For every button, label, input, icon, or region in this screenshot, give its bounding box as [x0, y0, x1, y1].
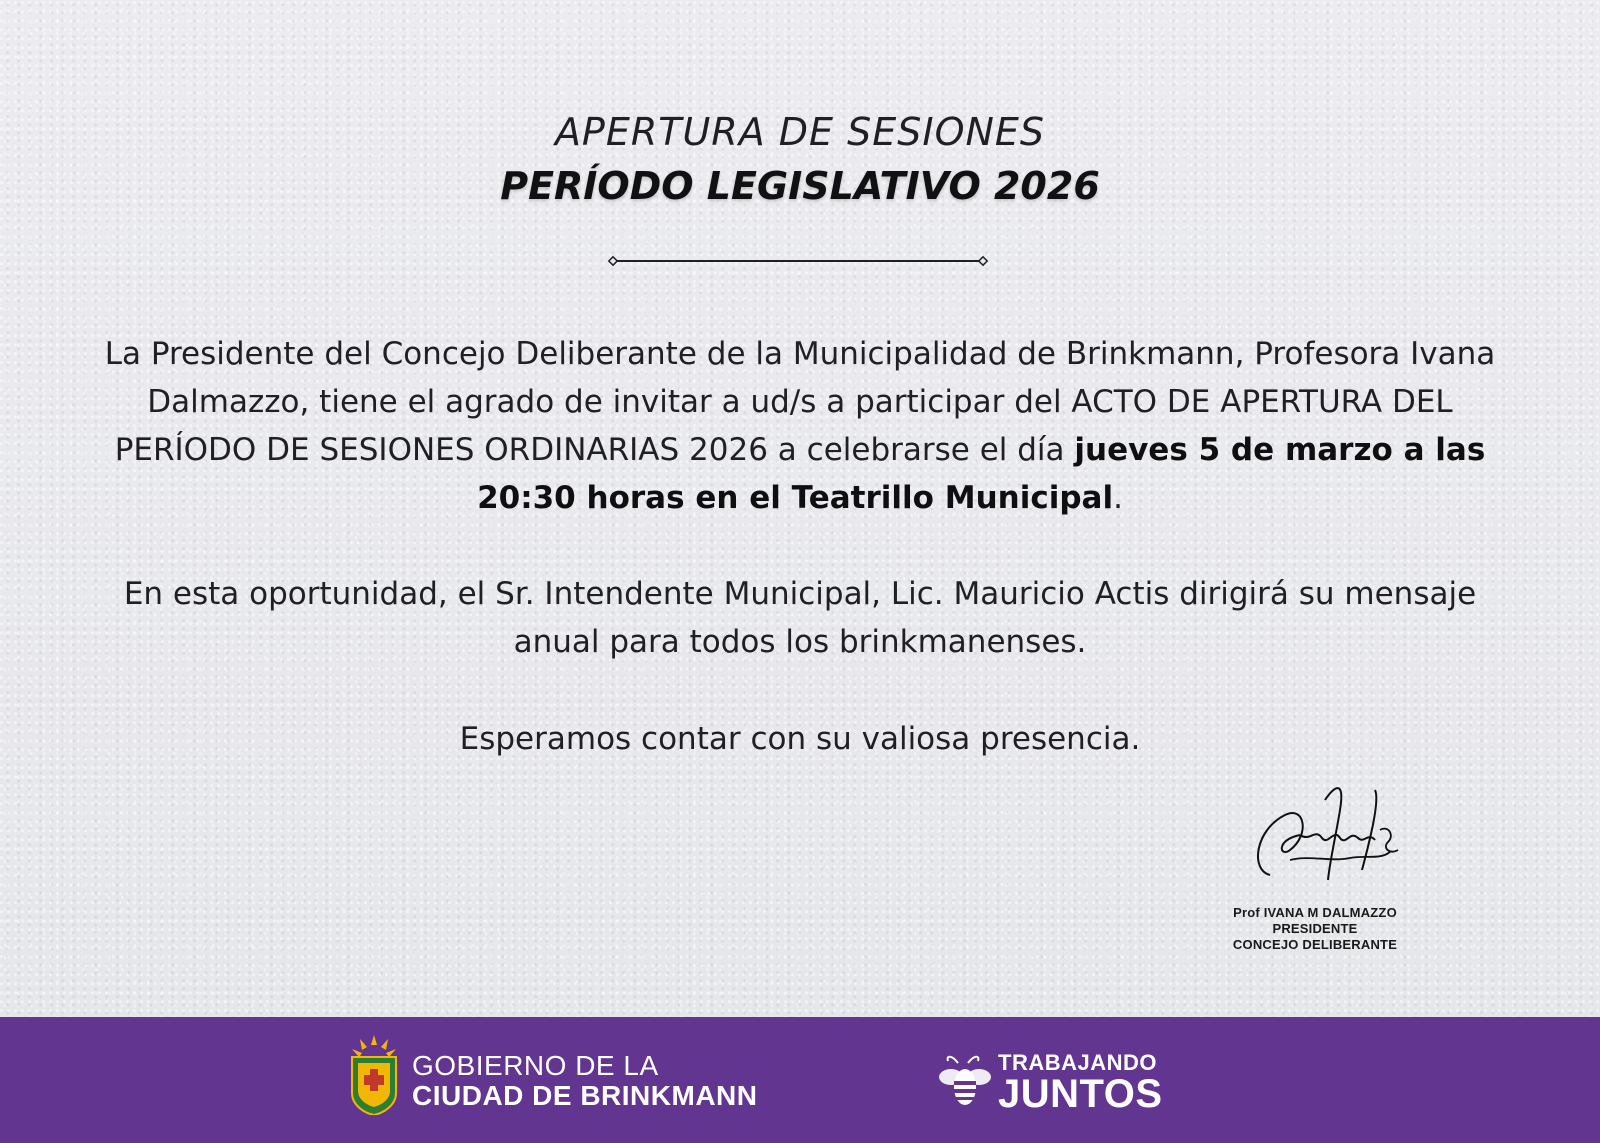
signature-block	[1200, 780, 1430, 955]
slogan-line-2: JUNTOS	[998, 1072, 1163, 1116]
page-title-line-1: APERTURA DE SESIONES	[554, 110, 1046, 154]
event-date-place: jueves 5 de marzo a las 20:30 horas en el Teatrillo Municipal	[477, 432, 1486, 516]
government-name-line-2: CIUDAD DE BRINKMANN	[412, 1080, 758, 1111]
invitation-end-text: .	[1113, 480, 1123, 516]
divider-line	[608, 255, 988, 267]
signer-institution: CONCEJO DELIBERANTE	[1232, 937, 1398, 952]
signer-role: PRESIDENTE	[1272, 921, 1358, 936]
government-name-line-1: GOBIERNO DE LA	[412, 1050, 659, 1081]
page-title-line-2: PERÍODO LEGISLATIVO 2026	[500, 164, 1100, 208]
signer-name: Prof IVANA M DALMAZZO	[1233, 905, 1397, 920]
slogan-line-1: TRABAJANDO	[998, 1050, 1157, 1075]
message-paragraph: En esta oportunidad, el Sr. Intendente Municipal, Lic. Mauricio Actis dirigirá su mensaje anual para todos los brinkmanenses.	[123, 576, 1477, 660]
invitation-intro-text: La Presidente del Concejo Deliberante de la Municipalidad de Brinkmann, Profesora Ivana Dalmazzo, tiene el agrado de invitar a ud/s a participar del ACTO DE APERTURA DEL PERÍODO DE SESIONES ORDINARIAS 2026 a celebrarse el día	[104, 336, 1496, 468]
closing-paragraph: Esperamos contar con su valiosa presencia.	[459, 721, 1141, 757]
invitation-paragraph	[90, 330, 1510, 522]
footer-bar	[0, 1017, 1600, 1143]
handwritten-signature	[1230, 780, 1410, 900]
bee-icon	[938, 1051, 992, 1111]
crest-icon	[348, 1035, 400, 1115]
